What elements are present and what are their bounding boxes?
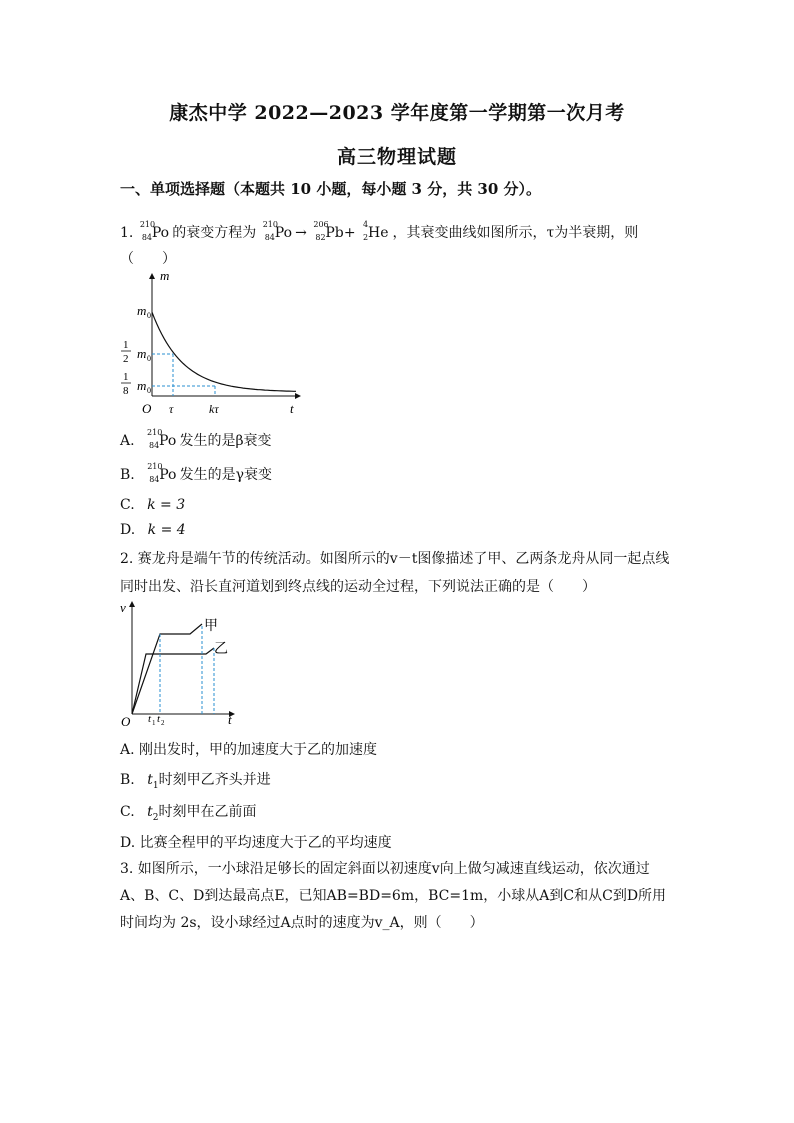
q1-option-b[interactable]: B. 210 84 Po 发生的是γ衰变 [120,462,273,484]
section-heading: 一、单项选择题（本题共 10 小题，每小题 3 分，共 30 分）。 [120,180,542,198]
reaction-arrow: → [295,225,307,241]
svg-text:m: m [137,346,147,361]
origin-label: O [121,714,131,728]
q2-option-c[interactable]: C. $t_2$时刻甲在乙前面 [120,804,257,823]
q2-stem-line1: 2. 赛龙舟是端午节的传统活动。如图所示的v－t图像描述了甲、乙两条龙舟从同一起点线 [120,551,670,567]
svg-text:0: 0 [147,311,151,320]
svg-text:m: m [137,378,147,393]
jia-label: 甲 [204,618,218,634]
exam-subtitle: 高三物理试题 [336,146,457,168]
eighth-num: 1 [123,371,129,383]
q1-option-d[interactable]: D. k = 4 [120,522,186,538]
m0-label: m [137,303,147,318]
he-isotope: 4 2 He [363,220,389,242]
q1-option-c[interactable]: C. k = 3 [120,497,186,513]
svg-text:1: 1 [152,719,156,727]
m-axis-label: m [160,268,170,283]
half-num: 1 [123,339,129,351]
t-axis-label: t [228,712,232,727]
v-axis-label: v [120,600,126,615]
q2-option-a[interactable]: A. 刚出发时，甲的加速度大于乙的加速度 [120,742,378,758]
eighth-den: 8 [123,385,129,397]
t1-label: t [148,713,152,725]
origin-label: O [142,401,152,416]
q1-stem: 1. 210 84 Po 的衰变方程为 210 84 Po → 206 82 Pb + 4 2 He ，其衰变曲线如图所示，τ为半衰期，则 [120,220,639,242]
yi-label: 乙 [214,641,228,657]
q1-paren: （ ） [120,251,176,267]
half-den: 2 [123,353,129,365]
q1-number: 1. [120,225,134,241]
vt-graph-figure [118,598,248,728]
ktau-label: kτ [209,402,219,416]
svg-text:0: 0 [147,386,151,395]
t-axis-label: t [290,401,294,416]
svg-text:0: 0 [147,354,151,363]
decay-curve [152,312,296,391]
tau-label: τ [169,402,174,416]
q3-stem-line3: 时间均为 2s，设小球经过A点时的速度为v_A，则（ ） [120,915,484,931]
po-isotope: 210 84 Po [139,220,170,242]
t2-label: t [157,713,161,725]
q1-option-a[interactable]: A. 210 84 Po 发生的是β衰变 [120,428,272,450]
pb-isotope: 206 82 Pb [313,220,344,242]
q3-stem-line1: 3. 如图所示，一小球沿足够长的固定斜面以初速度v向上做匀减速直线运动，依次通过 [120,861,650,877]
decay-curve-figure [118,268,308,420]
po-isotope-eq: 210 84 Po [262,220,292,242]
svg-text:2: 2 [161,719,165,727]
exam-title: 康杰中学 2022—2023 学年度第一学期第一次月考 [169,102,625,124]
q2-option-d[interactable]: D. 比赛全程甲的平均速度大于乙的平均速度 [120,835,392,851]
q2-stem-line2: 同时出发、沿长直河道划到终点线的运动全过程，下列说法正确的是（ ） [120,579,596,595]
q3-stem-line2: A、B、C、D到达最高点E，已知AB=BD=6m，BC=1m，小球从A到C和从C到D所用 [120,888,667,904]
q2-option-b[interactable]: B. $t_1$时刻甲乙齐头并进 [120,772,271,791]
